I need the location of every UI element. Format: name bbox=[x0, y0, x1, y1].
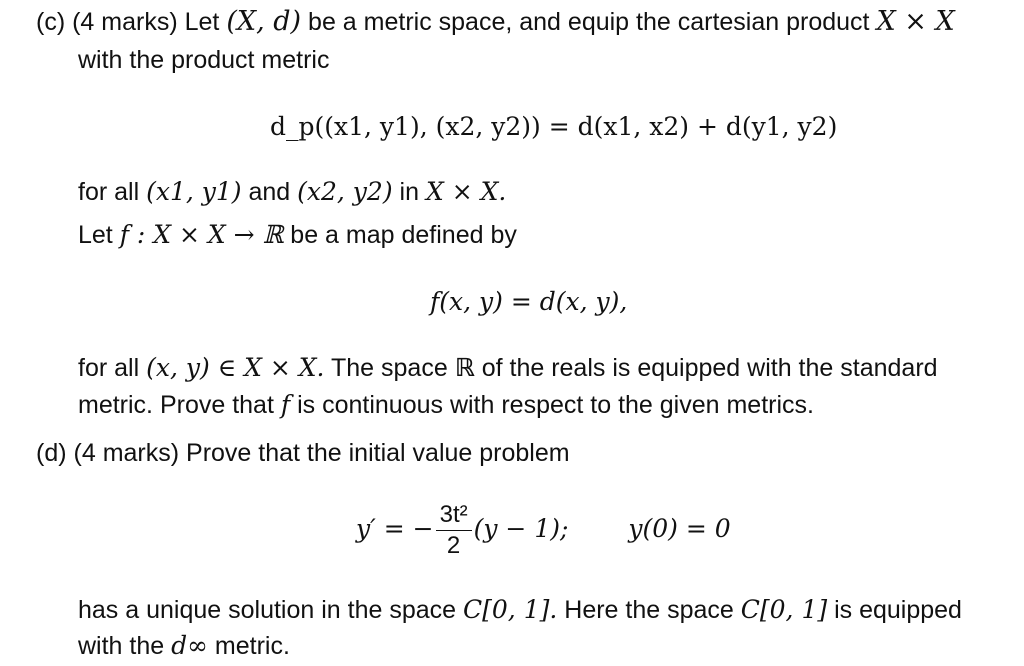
ode-rhs: (y − 1); bbox=[473, 514, 569, 543]
part-d-line-metric bbox=[78, 630, 290, 662]
f-formula-text: f(x, y) = d(x, y), bbox=[430, 287, 628, 316]
ode-formula bbox=[356, 500, 731, 561]
space-c-2: C[0, 1] bbox=[740, 595, 828, 624]
text-is-equipped: is equipped bbox=[834, 596, 962, 624]
xy-in-product: (x, y) ∈ X × X. bbox=[146, 353, 325, 382]
text-prove-that: metric. Prove that bbox=[78, 391, 274, 419]
text-let-2: Let bbox=[78, 221, 113, 249]
text-be-metric-space: be a metric space, and equip the cartesian product bbox=[308, 8, 870, 36]
part-c-line-2 bbox=[78, 44, 330, 76]
text-in: in bbox=[399, 178, 420, 206]
part-c-line-for-all bbox=[78, 176, 506, 208]
product-space-end: X × X. bbox=[425, 177, 507, 206]
text-unique-solution: has a unique solution in the space bbox=[78, 596, 457, 624]
part-c-line-reals bbox=[78, 352, 938, 384]
text-continuous: is continuous with respect to the given metrics. bbox=[297, 391, 814, 419]
product-metric-formula bbox=[270, 110, 837, 144]
ode-fraction bbox=[436, 500, 472, 561]
part-d-label: (d) bbox=[36, 439, 67, 467]
ode-lhs: y′ = − bbox=[356, 514, 434, 543]
reals-symbol: ℝ bbox=[454, 353, 475, 382]
f-symbol: f bbox=[280, 390, 291, 419]
text-here-space: Here the space bbox=[564, 596, 734, 624]
f-definition-formula bbox=[430, 285, 627, 319]
part-c-label: (c) bbox=[36, 8, 66, 36]
product-space: X × X bbox=[876, 6, 955, 37]
pair-2: (x2, y2) bbox=[297, 177, 393, 206]
text-ivp: Prove that the initial value problem bbox=[186, 439, 570, 467]
part-c-line-let-f bbox=[78, 219, 517, 251]
part-d-marks: (4 marks) bbox=[73, 439, 180, 467]
pair-1: (x1, y1) bbox=[146, 177, 242, 206]
text-for-all-2: for all bbox=[78, 354, 140, 382]
text-metric: metric. bbox=[214, 632, 290, 660]
part-c-line-1 bbox=[36, 6, 955, 38]
fraction-denominator: 2 bbox=[446, 532, 461, 559]
space-c: C[0, 1]. bbox=[463, 595, 558, 624]
text-defined-by: be a map defined by bbox=[290, 221, 517, 249]
text-let: Let bbox=[184, 8, 220, 36]
map-signature: f : X × X → ℝ bbox=[119, 220, 284, 249]
metric-formula-text: d_p((x1, y1), (x2, y2)) = d(x1, x2) + d(y1, y2) bbox=[270, 112, 838, 141]
part-c-marks: (4 marks) bbox=[72, 8, 178, 36]
text-reals-equipped: of the reals is equipped with the standard bbox=[481, 354, 938, 382]
part-d-line-solution bbox=[78, 594, 962, 626]
text-the-space: The space bbox=[331, 354, 448, 382]
text-with-the: with the bbox=[78, 632, 165, 660]
metric-space: (X, d) bbox=[226, 6, 302, 37]
initial-condition: y(0) = 0 bbox=[628, 514, 731, 543]
text-product-metric: with the product metric bbox=[78, 46, 330, 74]
text-and: and bbox=[248, 178, 291, 206]
part-c-line-prove bbox=[78, 389, 814, 421]
fraction-numerator: 3t² bbox=[436, 500, 472, 531]
text-for-all: for all bbox=[78, 178, 140, 206]
part-d-line-1 bbox=[36, 437, 570, 469]
d-infinity: d∞ bbox=[171, 631, 208, 660]
